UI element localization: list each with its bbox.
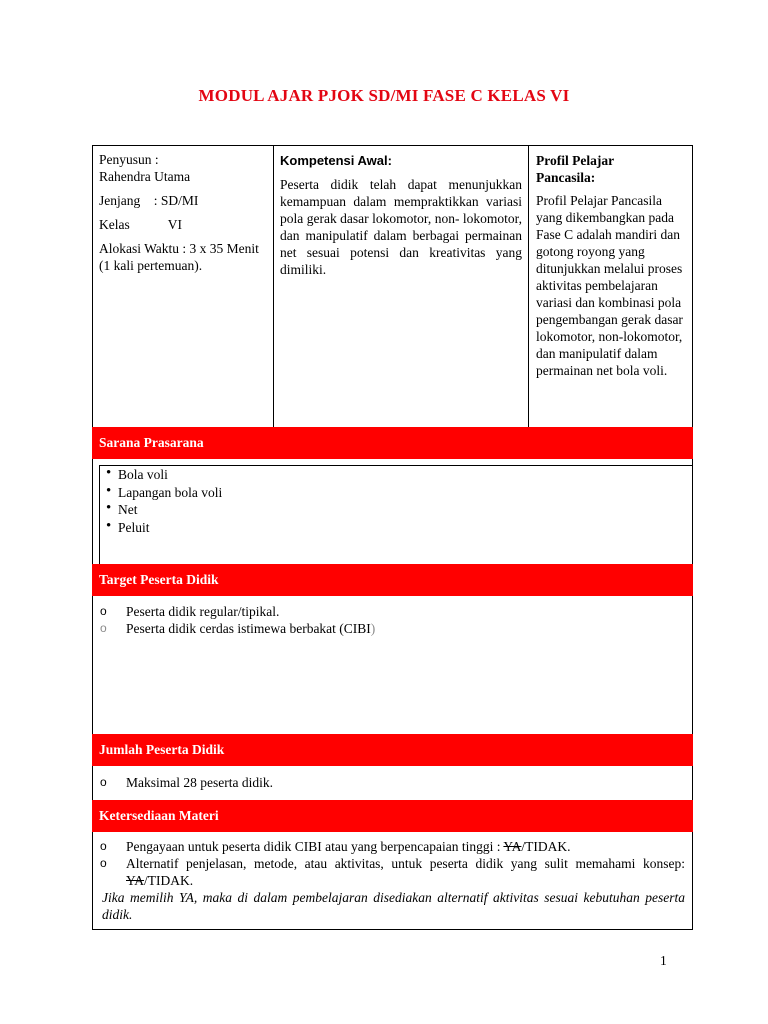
penyusun-name: Rahendra Utama: [99, 169, 191, 184]
target-list: [100, 603, 680, 637]
bullet-marker: o: [100, 775, 107, 789]
page-number: 1: [660, 953, 667, 968]
profil-text: Profil Pelajar Pancasila yang dikembangkan pada Fase C adalah mandiri dan gotong royong yang ditunjukkan melalui proses aktivitas pembelajaran variasi dan kombinasi pola pengembangan gerak dasar lokomotor, non-lokomotor, dan manipulatif dalam permainan net bola voli.: [536, 193, 683, 378]
sarana-header: Sarana Prasarana: [92, 427, 693, 459]
profil-cell: [536, 152, 688, 379]
list-item: o Peserta didik regular/tipikal.: [100, 604, 280, 619]
materi-list: [100, 838, 685, 923]
jumlah-list: [100, 774, 680, 791]
kelas-row: [99, 216, 267, 233]
kelas-value: VI: [167, 217, 182, 232]
kompetensi-heading: Kompetensi Awal:: [280, 153, 392, 168]
jenjang-text: Jenjang : SD/MI: [99, 193, 199, 208]
document-title: MODUL AJAR PJOK SD/MI FASE C KELAS VI: [198, 86, 570, 105]
list-item: o Alternatif penjelasan, metode, atau aktivitas, untuk peserta didik yang sulit memahami konsep: YA/TIDAK.: [100, 856, 685, 888]
kompetensi-text: Peserta didik telah dapat menunjukkan kemampuan dalam mempraktikkan variasi pola gerak dasar lokomotor, non- lokomotor, dan manipulatif dalam berbagai permainan net sesuai potensi dan kreativitas yang dimiliki.: [280, 177, 522, 277]
kompetensi-cell: [280, 152, 522, 278]
sarana-item: • Peluit: [104, 519, 604, 537]
materi-header: Ketersediaan Materi: [92, 800, 693, 832]
sarana-item: • Lapangan bola voli: [104, 484, 604, 502]
bullet-marker: o: [100, 604, 107, 618]
sarana-list: [104, 466, 604, 536]
list-item: o Maksimal 28 peserta didik.: [100, 775, 273, 790]
bullet-marker: o: [100, 621, 107, 635]
materi-note: Jika memilih YA, maka di dalam pembelajaran disediakan alternatif aktivitas sesuai kebutuhan peserta didik.: [102, 890, 685, 922]
jumlah-header: Jumlah Peserta Didik: [92, 734, 693, 766]
sarana-item: • Bola voli: [104, 466, 604, 484]
sarana-item: • Net: [104, 501, 604, 519]
column-divider-2: [528, 145, 529, 427]
bullet-marker: o: [100, 839, 107, 853]
sarana-inner-left: [99, 465, 100, 564]
penyusun-label: Penyusun :: [99, 152, 159, 167]
column-divider-1: [273, 145, 274, 427]
target-header: Target Peserta Didik: [92, 564, 693, 596]
alokasi-waktu: Alokasi Waktu : 3 x 35 Menit (1 kali pertemuan).: [99, 241, 259, 273]
list-item: o Pengayaan untuk peserta didik CIBI atau yang berpencapaian tinggi : YA/TIDAK.: [100, 839, 571, 854]
info-cell: [99, 151, 267, 274]
kelas-label: Kelas: [99, 217, 130, 232]
bullet-marker: o: [100, 856, 107, 870]
profil-heading: Profil Pelajar Pancasila:: [536, 153, 614, 185]
list-item: o Peserta didik cerdas istimewa berbakat (CIBI): [100, 621, 376, 636]
